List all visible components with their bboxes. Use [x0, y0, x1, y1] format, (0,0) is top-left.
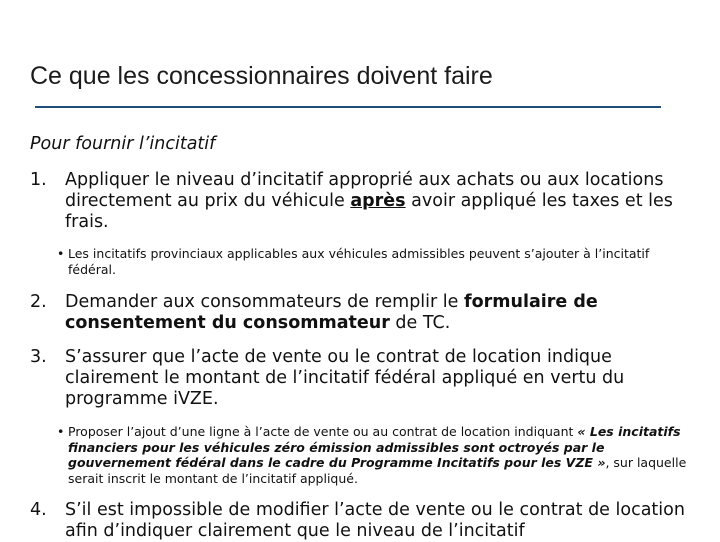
sub-bullet-1	[57, 246, 697, 277]
item-text: S’il est impossible de modifier l’acte de vente ou le contrat de location afin d’indiquer clairement que le niveau de l’incitatif	[65, 500, 685, 541]
title-underline	[35, 106, 661, 108]
item-number: 1.	[30, 170, 47, 190]
list-item-3	[30, 347, 700, 410]
item-text: Appliquer le niveau d’incitatif approprié aux achats ou aux locations directement au prix du véhicule après avoir appliqué les taxes et les frais.	[65, 170, 673, 232]
emphasis-formulaire: formulaire de consentement du consommateur	[65, 292, 598, 333]
bullet-icon: •	[57, 424, 65, 439]
item-text: Demander aux consommateurs de remplir le formulaire de consentement du consommateur de TC.	[65, 292, 598, 333]
sub-bullet-text: Proposer l’ajout d’une ligne à l’acte de vente ou au contrat de location indiquant « Les incitatifs financiers pour les véhicules zéro émission admissibles sont octroyés par le gouvernement fédéral dans le cadre du Programme Incitatifs pour les VZE », sur laquelle serait inscrit le montant de l’incitatif appliqué.	[68, 424, 687, 486]
sub-bullet-text: Les incitatifs provinciaux applicables aux véhicules admissibles peuvent s’ajouter à l’incitatif fédéral.	[68, 246, 650, 277]
item-number: 4.	[30, 500, 47, 520]
slide-title: Ce que les concessionnaires doivent faire	[30, 62, 493, 90]
list-item-4	[30, 500, 700, 542]
item-number: 3.	[30, 347, 47, 367]
list-item-2	[30, 292, 700, 334]
section-subtitle: Pour fournir l’incitatif	[30, 134, 216, 154]
list-item-1	[30, 170, 700, 233]
item-text: S’assurer que l’acte de vente ou le contrat de location indique clairement le montant de l’incitatif fédéral appliqué en vertu du programme iVZE.	[65, 347, 625, 409]
sub-bullet-3	[57, 424, 697, 486]
emphasis-quote: « Les incitatifs financiers pour les véhicules zéro émission admissibles sont octroyés par le gouvernement fédéral dans le cadre du Programme Incitatifs pour les VZE »	[68, 424, 681, 470]
bullet-icon: •	[57, 246, 65, 261]
emphasis-apres: après	[350, 191, 406, 211]
item-number: 2.	[30, 292, 47, 312]
